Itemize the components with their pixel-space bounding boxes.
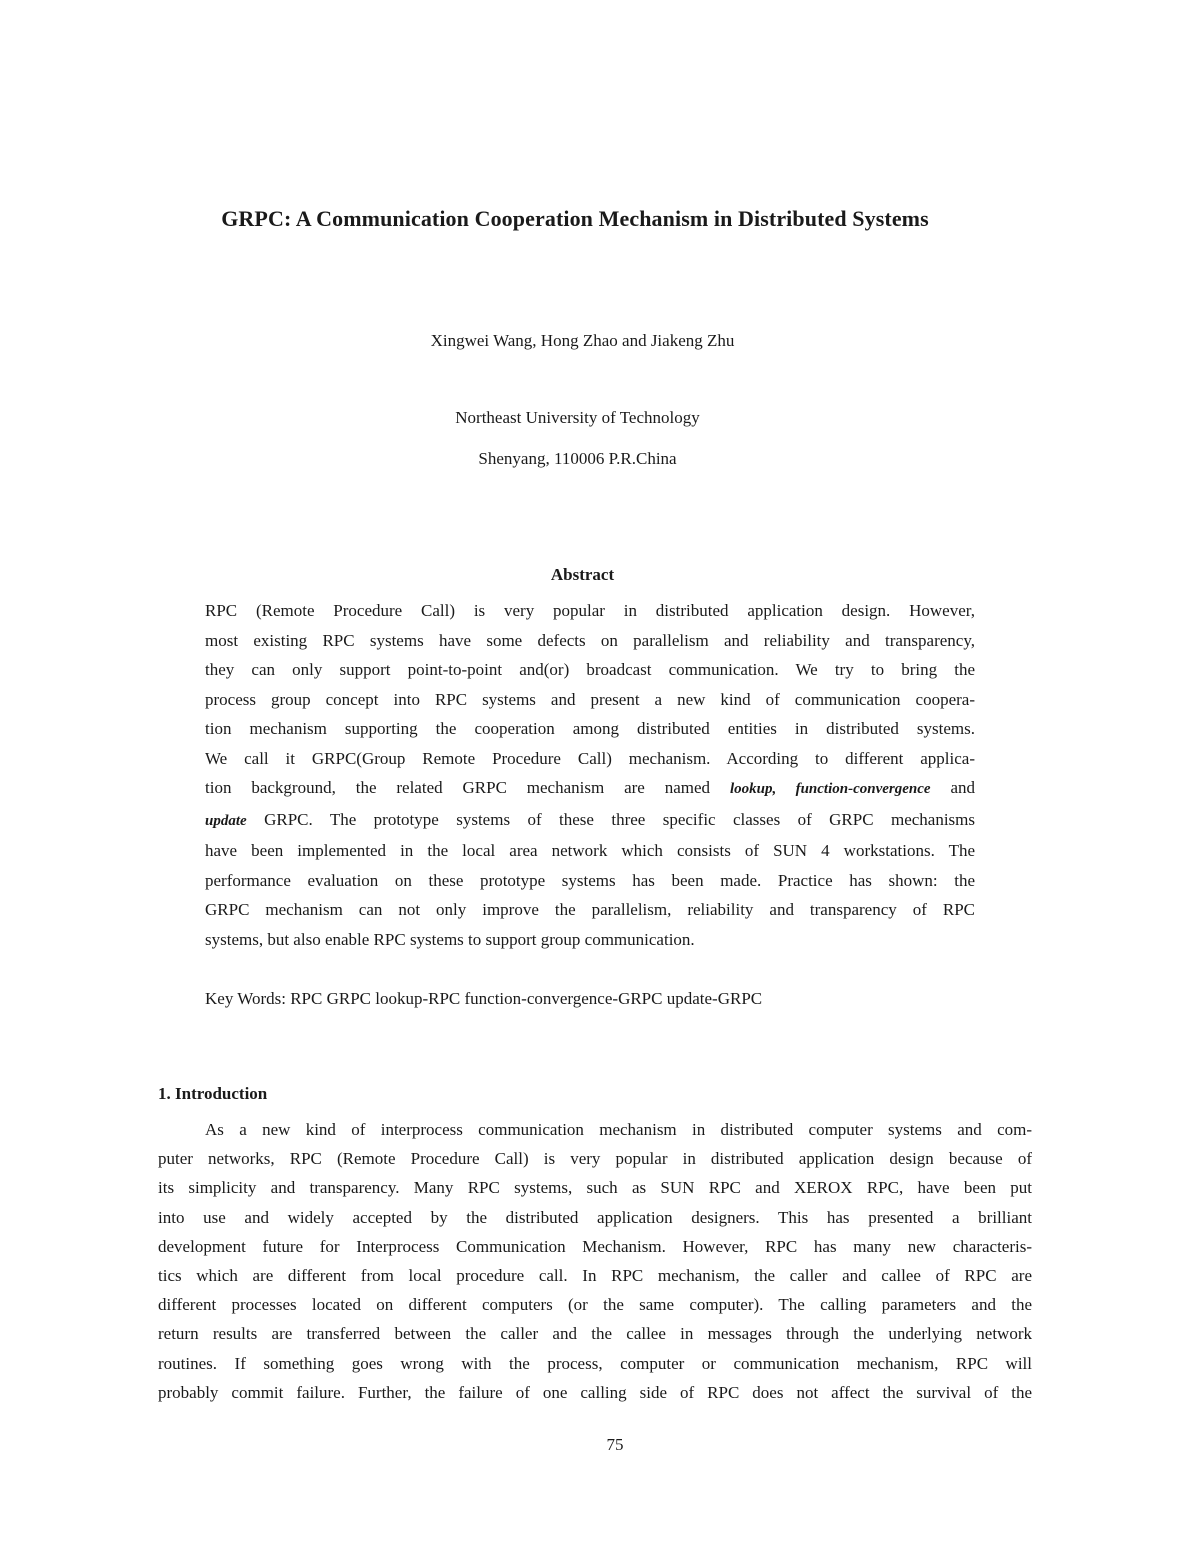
abstract-line: tion mechanism supporting the cooperation among distributed entities in distributed systems. — [205, 719, 975, 738]
abstract-line: performance evaluation on these prototype systems has been made. Practice has shown: the — [205, 870, 975, 890]
affiliation-institution: Northeast University of Technology — [455, 408, 700, 427]
abstract-heading: Abstract — [550, 565, 615, 584]
section-heading-introduction: 1. Introduction — [158, 1084, 268, 1103]
page-number: 75 — [606, 1435, 624, 1454]
body-line: As a new kind of interprocess communication mechanism in distributed computer systems and com- — [205, 1120, 1032, 1139]
abstract-line: most existing RPC systems have some defects on parallelism and reliability and transparency, — [205, 630, 975, 650]
abstract-line — [205, 773, 975, 805]
body-line: into use and widely accepted by the distributed application designers. This has presented a brilliant — [158, 1207, 1032, 1227]
abstract-line: We call it GRPC(Group Remote Procedure Call) mechanism. According to different applica- — [205, 748, 975, 768]
abstract-line: they can only support point-to-point and(or) broadcast communication. We try to bring the — [205, 660, 975, 679]
abstract-keyword-emphasis: update — [205, 812, 247, 829]
abstract-line: GRPC mechanism can not only improve the parallelism, reliability and transparency of RPC — [205, 900, 975, 919]
author-list: Xingwei Wang, Hong Zhao and Jiakeng Zhu — [430, 331, 735, 350]
abstract-line: process group concept into RPC systems and present a new kind of communication coopera- — [205, 689, 975, 709]
body-line: tics which are different from local procedure call. In RPC mechanism, the caller and callee of RPC are — [158, 1266, 1032, 1286]
introduction-body — [158, 1115, 1032, 1407]
abstract-line: systems, but also enable RPC systems to support group communication. — [205, 929, 695, 949]
body-line: development future for Interprocess Communication Mechanism. However, RPC has many new characteris- — [158, 1236, 1032, 1256]
abstract-line — [205, 805, 975, 837]
body-line: different processes located on different computers (or the same computer). The calling parameters and the — [158, 1295, 1032, 1315]
abstract-line: have been implemented in the local area network which consists of SUN 4 workstations. The — [205, 841, 975, 860]
abstract-body — [205, 596, 975, 954]
abstract-line: RPC (Remote Procedure Call) is very popular in distributed application design. However, — [205, 601, 975, 620]
abstract-keyword-emphasis: lookup, function-convergence — [729, 781, 931, 797]
affiliation-address: Shenyang, 110006 P.R.China — [478, 449, 677, 468]
abstract-text: GRPC. The prototype systems of these three specific classes of GRPC mechanisms — [264, 809, 975, 829]
body-line: puter networks, RPC (Remote Procedure Call) is very popular in distributed application design because of — [158, 1149, 1032, 1169]
abstract-text: and — [950, 778, 975, 797]
body-line: return results are transferred between the caller and the callee in messages through the underlying network — [158, 1324, 1032, 1344]
body-line: its simplicity and transparency. Many RPC systems, such as SUN RPC and XEROX RPC, have been put — [158, 1178, 1032, 1198]
keywords: Key Words: RPC GRPC lookup-RPC function-convergence-GRPC update-GRPC — [205, 989, 763, 1008]
body-line: routines. If something goes wrong with the process, computer or communication mechanism, RPC will — [158, 1353, 1032, 1373]
body-line: probably commit failure. Further, the failure of one calling side of RPC does not affect the survival of the — [158, 1382, 1032, 1402]
abstract-text: tion background, the related GRPC mechanism are named — [205, 778, 711, 797]
paper-title: GRPC: A Communication Cooperation Mechanism in Distributed Systems — [221, 206, 929, 231]
